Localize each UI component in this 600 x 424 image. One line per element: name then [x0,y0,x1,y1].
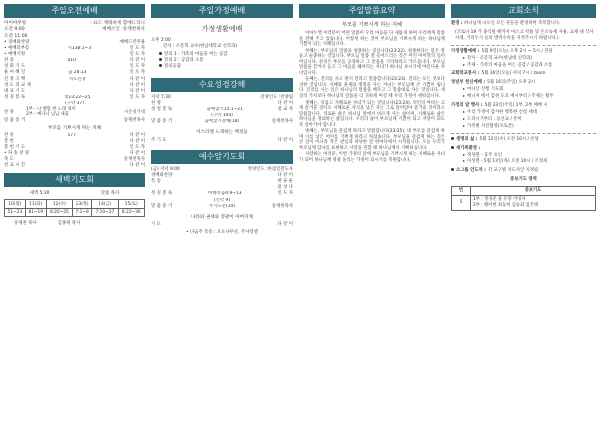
wednesday-note: 이스라엘 노래하는 백성들 [196,130,248,136]
topic-item: 강의 1 : 가족의 마음을 여는 공감 [159,52,293,58]
sermon-summary-header: 주일말씀요약 [299,4,445,18]
sermon-paragraph: 넷째는, 부모님을 즐겁게 하라고 말씀합니다(23:25). 네 부모를 즐겁게 하며 너를 낳은 어미를 기쁘게 하라고 하셨습니다. 부모님을 즐겁게 하는 것은 큰 일이 아니라 작은 관심과 따뜻한 말 한마디에서 시작됩니다. 오늘 우리가 부모님께 감사를 표현하고 사랑을 전할 때 하나님께서 기뻐하십니다. [299,129,445,151]
order-leader: 인 도 자 [129,64,145,70]
family-worship-header: 주일가정예배 [151,4,293,18]
time-label: 아이마무창 [4,21,27,26]
order-leader: 다 같 이 [277,173,293,179]
order-detail: 410 [67,58,76,64]
order-leader: 다 같 이 [129,76,145,82]
bullet-icon [451,146,454,149]
sermon-mid [25,118,124,124]
order-label: • 예배의부름 [4,46,30,52]
order-row [151,119,293,125]
order-label: • 예배기원 [4,52,25,58]
welcome-text: 하나님께 나오신 모든 분들을 환영하며 축복합니다. [464,21,561,26]
morning-worship-column [4,4,145,420]
news-subitem [451,123,596,130]
news-text: 각 교구별 지도사안 지정됨 [487,168,539,174]
schedule-days [5,200,145,209]
morning-worship-header: 주일오전예배 [4,4,145,18]
order-label: 경배와찬양 [151,173,173,179]
minister: 김종희 목사 [57,221,81,227]
news-item [451,80,596,100]
prayer-head [452,187,596,196]
news-item [451,49,596,69]
news-subitem [451,62,596,69]
family-topics [151,52,293,70]
prayer-head-no: 번 [452,187,471,196]
news-label: 청년부 헌신예배 : [451,80,486,86]
order-detail: 주기도문(10) [208,203,235,209]
order-leader: 설 교 자 [277,107,293,113]
news-sub: 마니산 산행 기도회 [467,87,504,93]
news-item [451,146,596,166]
order-leader: 송재천목사 [271,119,293,125]
news-text: 5월 16일(오늘) 저녁 7시 / zoom [481,71,546,77]
news-sub: 강사 - 조문혁 교수(한남대 신학과) [467,55,533,61]
anthem-line: 1부 : 나 행할 한 노래 경이 [26,106,76,112]
wednesday-header: 수요성경강해 [151,78,293,92]
order-leader: 다 같 이 [129,139,145,145]
order-label: 대 표 기 도 [4,88,26,94]
order-leader: 인 도 자 [129,52,145,58]
bullet-icon [159,58,162,61]
service-times-right [90,21,145,40]
order-leader: 인 도 자 [129,145,145,151]
wednesday-close [151,138,293,144]
prayer-row [452,196,596,211]
news-label: 소그룹 인도자 : [456,168,486,174]
welcome-notice [451,21,596,27]
arrow-icon: ▸ [463,158,466,164]
schedule-passage: 8:22~36 [118,209,144,217]
order-label: 성 경 봉 독 [151,191,173,197]
order-leader: 인 도 자 [129,94,145,100]
anthem-lines [26,107,124,118]
bullet-icon [451,168,454,171]
covid-notice: (코로나 19 가 종식될 때까지 마스크 착용 및 손소독제 사용, 교제 내 식사 자제, 거리두기 등의 방역수칙을 지켜주시기 바랍니다.) [455,29,594,41]
order-leader: 예배드린무용 [119,40,145,46]
order-label: 축 도 [4,157,14,163]
order-label: 봉 헌 [4,139,14,145]
order-label: 말 씀 증 거 [151,203,173,209]
dawn-info [4,190,145,196]
order-note: (구약 37) [65,100,84,106]
order-leader: 송재천목사 [123,157,145,163]
sermon-paragraph: 이마누엘 여러분이 어떤 말씀이 우리 마음을 다 새롭게 하며 우리에게 말씀을 전해 주고 있습니다. 이렇게 하는 것이 부모님을 기쁘시게 하는 하나님께 기쁨이 되는 지혜입니다. [299,31,445,48]
announcements [451,21,596,211]
order-detail: 창23:22~25 [64,94,91,100]
arrow-icon: ▸ [463,61,466,67]
order-detail: 사도신경 [68,76,86,82]
order-label: 친 교 시 간 [4,163,26,169]
schedule-ministers [5,217,145,228]
family-worship-title: 가정생활예배 [201,25,243,33]
order-list [4,40,145,100]
arrow-icon: ▸ [463,122,466,128]
news-sub: 매니저 에서 감천 도호 예시부터 / 주제는 활주 [467,94,554,100]
sermon-paragraph: 셋째는, 의롭고 지혜로운 자녀가 되는 것입니다(23:24). 의인의 아비는 크게 즐거울 것이요 지혜로운 자식을 낳은 자는 그로 말미암아 즐거울 것이라고 말씀합니다. 의로운 삶은 하나님 앞에서 바르게 사는 삶이며, 지혜로운 삶은 하나님을 경외하는 삶입니다. 우리의 삶이 부모님께 기쁨이 되고 자랑이 되도록 살아가야 합니다. [299,100,445,128]
schedule-passage: 51~23 [5,209,26,217]
sermon-label: 말 씀 증 거 [4,117,26,123]
schedule-day: 15(토) [118,200,144,209]
family-time: 오후 2:00 [151,38,171,43]
family-speaker: 강사 : 조문혁 교수(한남대학교 신학과) [163,44,238,49]
anthem-line: 2부 : 예다니 넘님 새움 [26,112,69,118]
divider [451,133,596,134]
service-times [4,21,145,40]
order-label: 찬 송 [4,58,14,64]
family-worship-column [151,4,293,420]
minister-empty [92,217,145,228]
close-label: 주 기 도 [151,138,167,144]
dawn-label: 말씀 목사 [100,191,120,197]
news-label: 교회학교봉사 : [451,71,480,77]
order-leader: 윤 상 나 [277,185,293,191]
arrow-icon: ▸ [463,115,466,121]
order-leader: 인 도 자 [277,191,293,197]
sermon-summary-title: 부모를 기쁘시게 하는 지혜 [341,22,403,28]
news-items [451,49,596,130]
schedule-passage: 7:1~9 [73,209,92,217]
news-item [451,168,596,174]
anthem-row [4,107,145,118]
order-detail: (신약 9) [213,197,231,203]
close-mid [161,222,278,228]
order-row [4,163,145,169]
news-sub: 드리시기부터 : 동산교 / 흥미 [467,116,522,122]
order-label: • 파 송 찬 양 [4,151,30,157]
friday-close [151,222,293,228]
schedule-day: 11(화) [25,200,46,209]
order-detail: 577 [67,132,76,138]
sermon-paragraph: 둘째는, 진리를 사고 팔지 말라고 말씀합니다(23:23). 진리는 모든 것보다 귀한 것입니다. 지혜와 훈계와 명철을 사는 자녀는 부모님께 큰 기쁨이 됩니다. 진리를 사는 일은 하나님의 말씀을 배우고 그 말씀대로 사는 것입니다. 세상의 가치보다 하나님의 말씀을 더 귀하게 여길 때 우리 가정이 세워집니다. [299,77,445,100]
prayer-line: 2부 : 황미현 최동희 김승회 임건택 [473,203,538,209]
schedule-day: 10(월) [5,200,26,209]
news-text: 5월 23일(주일) 1부, 2부 예배 시 [484,103,548,109]
news-dots [451,137,596,175]
order-leader: 다 같 이 [277,101,293,107]
news-subitem [451,86,596,93]
friday-note: 나라와 권세와 영광이 아버지께 [190,214,254,220]
close-mid [167,138,278,144]
sermon-paragraph: 첫째는, 부모님의 말씀을 청종하는 것입니다(23:22). 청종한다는 말은 잘 듣고 순종하는 것입니다. 부모님 말씀 잘 들어드리는 것은 어린 아이만의 일이 아닙니다. 성경은 부모를 공경하고 그 말씀을 기억하라고 가르칩니다. 부모님 말씀을 끝까지 듣고 그 마음을 헤아리는 자녀가 하나님 보시기에 아름다운 자녀입니다. [299,48,445,76]
order-detail: 시138:1~3 [67,46,92,52]
order-label: 말 씀 증 거 [151,119,173,125]
dawn-time: 새벽 5:30 [29,191,50,197]
topic-item: 강의 2 : 공감과 소통 [159,58,293,64]
news-text: 5월 12일(수) 오전 10시 / 본당 [479,136,539,142]
order-label: 성 경 봉 독 [151,107,173,113]
topic-item: 질의응답 [159,64,293,70]
schedule-day: 13(목) [73,200,92,209]
news-subitem [451,158,596,165]
order-label: 성 경 봉 독 [4,94,26,100]
news-text: 5월 9일(오늘) 오후 2시 ~ 5시 / 본당 [481,48,553,54]
sermon-summary-body [299,31,445,164]
sermon-preacher: 송재천목사 [123,117,145,123]
wednesday-order [151,101,293,125]
arrow-icon: ▸ [463,54,466,60]
order-label: 특 송 [151,179,161,185]
church-news-column [451,4,596,420]
order-leader: 다 같 이 [129,88,145,94]
schedule-passages [5,209,145,217]
news-sub: 이성렬 - 5월 13일(목) 오전 10시 / 조정희 [467,159,548,165]
prayer-table [451,186,596,211]
sermon-title: 부모를 기쁘시게 하는 지혜 [47,125,102,131]
time-second: 오전 11:00 [4,33,28,39]
friday-leader: 찬양인도 :한겸일전도사 [247,167,293,173]
order-leader: 다 같 이 [129,132,145,138]
bullet-icon [451,137,454,140]
arrow-icon: ▸ [463,151,466,157]
service-preacher: 에베소인 :송재천목사 [102,27,145,33]
order-detail: 출애굽기강해(18) [204,119,240,125]
sermon-paragraph: 사랑하는 여러분, 이번 가정의 달에 부모님을 기쁘시게 하는 지혜로운 자녀가 되어 하나님께 영광 돌리는 가정이 되시기를 축원합니다. [299,152,445,164]
news-subitem [451,152,596,159]
news-label: 가정생활예배 : [451,48,480,54]
order-leader: 인 도 자 [129,70,145,76]
divider [451,45,596,46]
arrow-icon: ▸ [463,108,466,114]
prayer-head-text: 중보기도 [471,187,596,196]
prayer-no: 5 [452,196,471,211]
friday-time: (금) 저녁 9:00 [151,167,180,173]
friday-foot: • 다음주 특송 : 포도나무골, 주사랑셀 [186,229,258,235]
order-detail: 읍 28:13 [68,70,87,76]
news-sub: 우리 가정이 감사한 행복한 신청 세대 [467,109,537,115]
news-subitem [451,116,596,123]
prayer-line: 1부 : 정경준 중 유향 이영자 [473,197,526,203]
order-detail: (구약 104) [211,113,233,119]
news-text: 5월 16일(주일) 오후 2시 [487,80,536,86]
news-sub: 정성원 - 공주 초인 [467,152,503,158]
news-subitem [451,93,596,100]
order-label: 성 회 기 도 [4,64,26,70]
church-news-header: 교회소식 [451,4,596,18]
bullet-icon [159,52,162,55]
order-label: 성 도 의 교 제 [4,82,31,88]
order-leader: 인 도 자 [129,46,145,52]
order-row [151,204,293,210]
bullet-icon [159,64,162,67]
wednesday-time: 저녁 7:30 [151,95,171,100]
schedule-day: 14(금) [92,200,118,209]
order-label: 찬 양 [151,101,161,107]
arrow-icon: ▸ [463,86,466,92]
news-item [451,71,596,77]
sermon-row [4,118,145,124]
news-sub: 가족별 사진촬영(포토존) [467,123,514,129]
news-subitem [451,109,596,116]
prayer-title: 중보기도 영역 [510,177,537,183]
news-label: 생명의 삶 : [456,136,478,142]
anthem-label: 찬 양 [4,109,14,115]
service-times-left [4,21,28,40]
dawn-schedule [4,199,145,227]
order-leader: 다 같 이 [129,151,145,157]
news-label: 가정의 달 행사 : [451,103,483,109]
close-who: 다 같 이 [277,138,293,144]
schedule-day: 12(수) [46,200,72,209]
order-label: 율 씨 해 일 [4,70,26,76]
schedule-passage: 81~19 [25,209,46,217]
news-sub: 주제 - 가족의 마음을 여는 공감 / 공감과 소통 [467,62,553,68]
friday-order [151,173,293,209]
sermon-summary-column [299,4,445,420]
welcome-label: 환영 : [451,21,463,26]
prayer-text [471,196,596,211]
order-label: 찬 송 [4,132,14,138]
order-detail: 출애굽기15:1~21 [206,107,243,113]
minister: 송재천 목사 [14,221,37,227]
order-detail: 마태복음6:9~13 [208,191,242,197]
order-leader: 다 같 이 [129,58,145,64]
schedule-passage: 8:20~35 [46,209,72,217]
dawn-prayer-header: 새벽기도회 [4,173,145,187]
news-item [451,137,596,143]
news-item [451,103,596,130]
schedule-passage: 7:10~27 [92,209,118,217]
service-note: · 표드 재래하게 합예드리니 [90,21,145,26]
order-leader: 판 류 운 [277,179,293,185]
order-list-2 [4,133,145,169]
time-first: 오전 9:00 [4,27,25,33]
news-subitem [451,55,596,62]
close-label: 기 도 [151,221,161,227]
close-who: 다 같 이 [277,221,293,227]
order-label: 신 앙 고 백 [4,76,26,82]
order-leader: 다 같 이 [129,82,145,88]
arrow-icon: ▸ [463,93,466,99]
order-label: • 경배와찬양 [4,40,30,46]
friday-header: 예수앞기도회 [151,150,293,164]
news-label: 새가족환영 : [456,145,481,151]
order-detail [25,163,129,169]
order-leader: 다 같 이 [129,163,145,169]
order-label: 봉 헌 기 도 [4,145,26,151]
wednesday-leader: 찬양인도 :찬양팀 [260,95,293,100]
choir-name: 시온성가대 [124,109,145,115]
order-leader: 송재천목사 [271,203,293,209]
